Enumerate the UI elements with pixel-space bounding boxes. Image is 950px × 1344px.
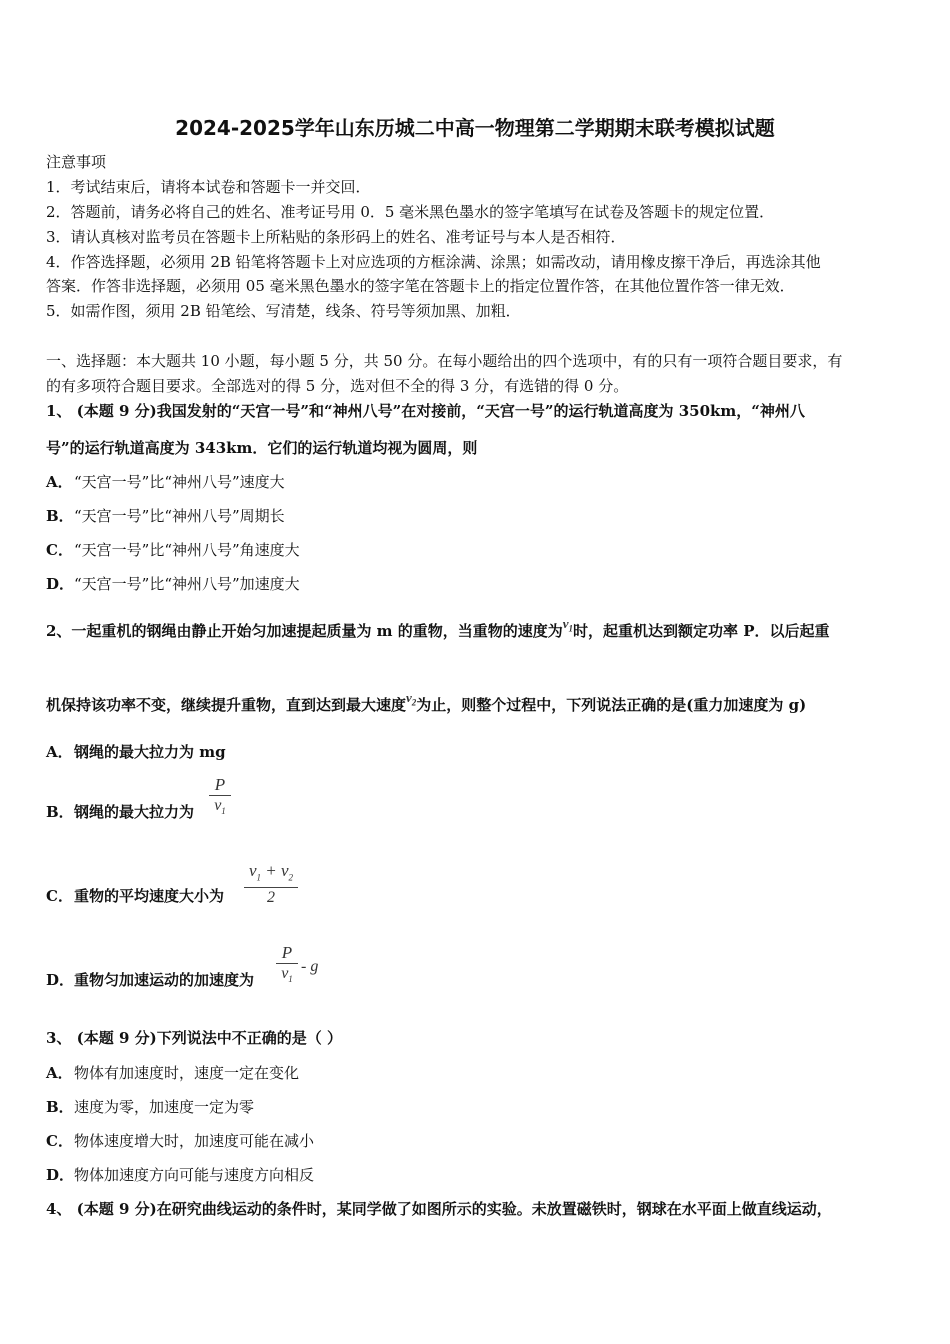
q3-option-b [46, 1097, 254, 1117]
option-text: 物体有加速度时，速度一定在变化 [74, 1064, 300, 1082]
notice-item: 答案．作答非选择题，必须用 05 毫米黑色墨水的签字笔在答题卡上的指定位置作答，在其他位置作答一律无效． [46, 277, 795, 295]
notice-heading: 注意事项 [46, 153, 107, 171]
q1-option-d [46, 574, 300, 594]
q2-stem-text: 为止，则整个过程中，下列说法正确的是(重力加速度为 g) [416, 696, 807, 714]
q4-stem: 4、 (本题 9 分)在研究曲线运动的条件时，某同学做了如图所示的实验。未放置磁铁时，钢球在水平面上做直线运动， [46, 1200, 832, 1218]
option-label: B． [46, 803, 74, 821]
option-label: C． [46, 541, 73, 559]
page-title: 2024-2025学年山东历城二中高一物理第二学期期末联考模拟试题 [175, 116, 775, 140]
option-label: C． [46, 1132, 73, 1150]
option-text: “天宫一号”比“神州八号”速度大 [74, 473, 285, 491]
q2-stem [46, 616, 830, 647]
notice-item: 2．答题前，请务必将自己的姓名、准考证号用 0．5 毫米黑色墨水的签字笔填写在试卷及答题卡的规定位置． [46, 203, 775, 221]
v2-symbol: $v_2$ [406, 690, 417, 708]
fraction-p-over-v1: P $v_1$ [276, 943, 298, 989]
option-label: B． [46, 507, 74, 525]
notice-item: 5．如需作图，须用 2B 铅笔绘、写清楚，线条、符号等须加黑、加粗． [46, 302, 521, 320]
q2-stem-text: 2、一起重机的钢绳由静止开始匀加速提起质量为 m 的重物，当重物的速度为 [46, 622, 563, 640]
option-text: 钢绳的最大拉力为 [74, 803, 195, 821]
q3-option-c [46, 1131, 314, 1151]
q2-option-c [46, 886, 224, 906]
fraction-p-over-v1: P $v_1$ [209, 775, 231, 821]
q3-stem: 3、 (本题 9 分)下列说法中不正确的是（ ） [46, 1029, 342, 1047]
v1-symbol: $v_1$ [562, 616, 574, 634]
notice-item: 1．考试结束后，请将本试卷和答题卡一并交回． [46, 178, 371, 196]
section-heading-cont: 的有多项符合题目要求。全部选对的得 5 分，选对但不全的得 3 分，有选错的得 0 分。 [46, 377, 629, 395]
q3-option-d [46, 1165, 314, 1185]
minus-g-term: - g [301, 958, 319, 975]
option-label: B． [46, 1098, 74, 1116]
option-text: 物体速度增大时，加速度可能在减小 [74, 1132, 315, 1150]
q1-stem: 1、 (本题 9 分)我国发射的“天宫一号”和“神州八号”在对接前，“天宫一号”的运行轨道高度为 350km，“神州八 [46, 402, 805, 420]
option-text: 重物的平均速度大小为 [74, 887, 225, 905]
q1-stem-cont: 号”的运行轨道高度为 343km．它们的运行轨道均视为圆周，则 [46, 439, 478, 457]
option-label: C． [46, 887, 73, 905]
q2-option-a [46, 742, 226, 762]
section-heading: 一、选择题：本大题共 10 小题，每小题 5 分，共 50 分。在每小题给出的四个选项中，有的只有一项符合题目要求，有 [46, 352, 843, 370]
q2-stem-text: 时，起重机达到额定功率 P．以后起重 [573, 622, 830, 640]
notice-item: 3．请认真核对监考员在答题卡上所粘贴的条形码上的姓名、准考证号与本人是否相符． [46, 228, 626, 246]
option-label: D． [46, 1166, 75, 1184]
q1-option-b [46, 506, 285, 526]
q3-option-a [46, 1063, 299, 1083]
option-label: A． [46, 473, 73, 491]
option-text: “天宫一号”比“神州八号”角速度大 [74, 541, 300, 559]
q2-option-b [46, 802, 194, 822]
q1-option-c [46, 540, 300, 560]
option-label: D． [46, 575, 75, 593]
option-text: “天宫一号”比“神州八号”加速度大 [74, 575, 300, 593]
fraction-average-velocity: $v_1 + v_2$ 2 [244, 861, 298, 908]
option-label: A． [46, 743, 73, 761]
option-text: 速度为零，加速度一定为零 [74, 1098, 255, 1116]
option-label: D． [46, 971, 75, 989]
q1-option-a [46, 472, 285, 492]
option-text: 物体加速度方向可能与速度方向相反 [74, 1166, 315, 1184]
option-text: 钢绳的最大拉力为 mg [74, 743, 226, 761]
option-text: 重物匀加速运动的加速度为 [74, 971, 255, 989]
q2-option-d [46, 970, 254, 990]
option-label: A． [46, 1064, 73, 1082]
q2-stem-cont [46, 690, 807, 721]
option-text: “天宫一号”比“神州八号”周期长 [74, 507, 285, 525]
q2-stem-text: 机保持该功率不变，继续提升重物，直到达到最大速度 [46, 696, 407, 714]
notice-item: 4．作答选择题，必须用 2B 铅笔将答题卡上对应选项的方框涂满、涂黑；如需改动，请用橡皮擦干净后，再选涂其他 [46, 253, 821, 271]
